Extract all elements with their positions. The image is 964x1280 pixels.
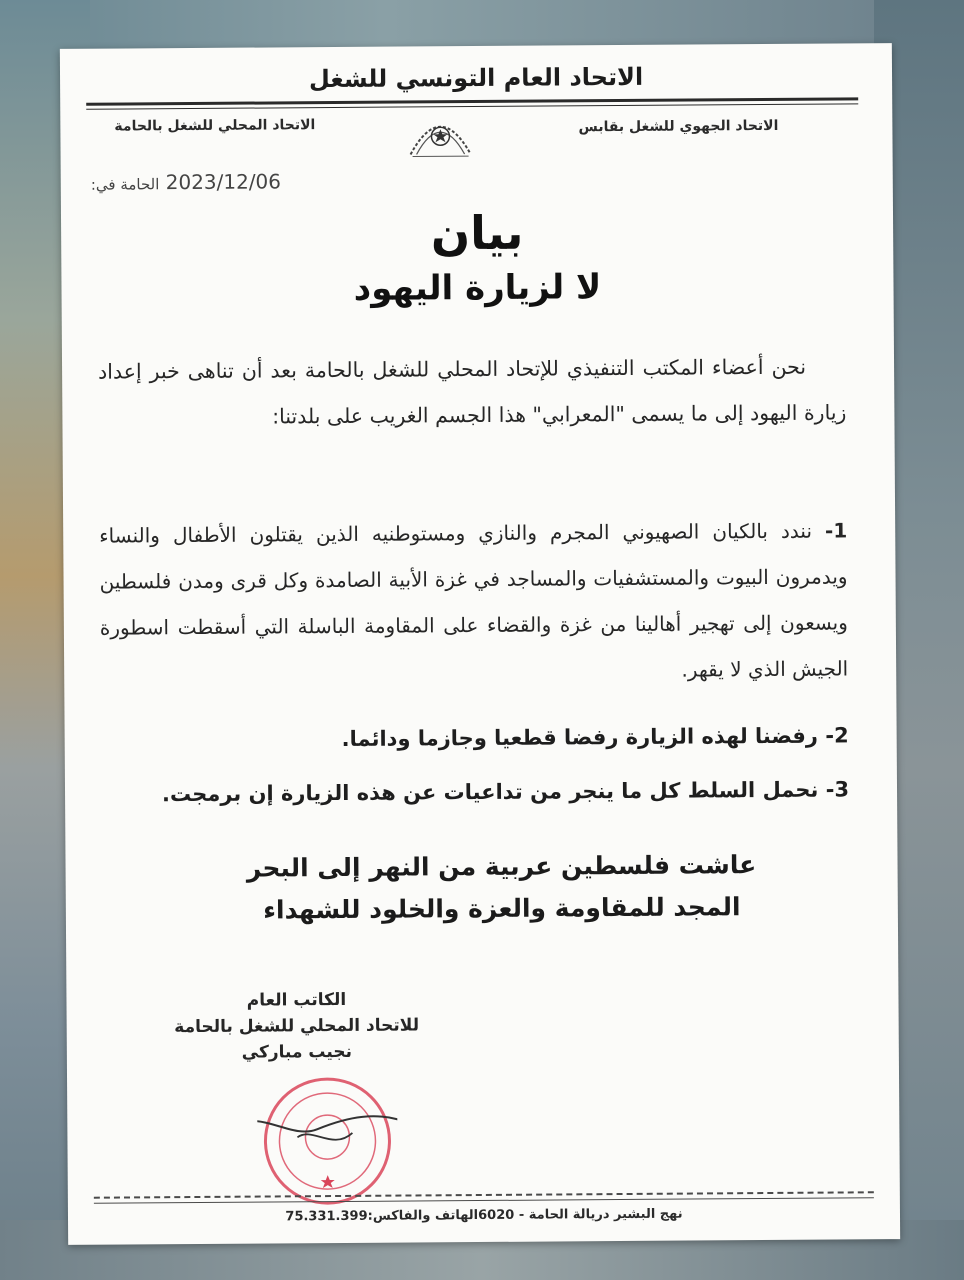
closing-slogans [65,843,898,933]
slogan-line-1: عاشت فلسطين عربية من النهر إلى البحر [246,850,757,883]
document-page [60,43,900,1245]
intro-paragraph: نحن أعضاء المكتب التنفيذي للإتحاد المحلي للشغل بالحامة بعد أن تناهى خبر إعداد زيارة اليهود إلى ما يسمى "المعرابي" هذا الجسم الغريب على بلدتنا: [98,354,847,429]
item-text: رفضنا لهذه الزيارة رفضا قطعيا وجازما ودائما. [341,723,819,751]
item-number: 2- [825,723,849,748]
document-subtitle: لا لزيارة اليهود [353,267,602,309]
union-emblem-icon [400,104,480,165]
signatory-name: نجيب مباركي [241,1041,353,1063]
statement-item-2 [101,715,849,760]
statement-item-1 [99,507,848,696]
document-date [91,169,281,194]
slogan-line-2: المجد للمقاومة والعزة والخلود للشهداء [263,892,741,925]
signature-block [146,986,447,1066]
regional-union-label: الاتحاد الجهوي للشغل بقابس [578,117,779,136]
footer-rule [94,1197,874,1203]
item-number: 1- [824,518,848,543]
local-union-label: الاتحاد المحلي للشغل بالحامة [114,117,316,135]
document-title: بيان [430,205,524,261]
signatory-role: الكاتب العام [246,989,347,1011]
date-label: الحامة في: [90,175,160,194]
item-number: 3- [825,777,850,802]
statement-item-3 [101,769,849,814]
date-value: 2023/12/06 [165,169,282,195]
footer-address: نهج البشير دريالة الحامة - 6020الهاتف والفاكس:75.331.399 [285,1206,683,1225]
item-text: نندد بالكيان الصهيوني المجرم والنازي ومستوطنيه الذين يقتلون الأطفال والنساء ويدمرون البيوت والمستشفيات والمساجد في غزة الأبية الصامدة وكل قرى ومدن فلسطين ويسعون إلى تهجير أهالينا من غزة والقضاء على المقاومة الباسلة التي أسقطت اسطورة الجيش الذي لا يقهر. [99,518,849,682]
signatory-org: للاتحاد المحلي للشغل بالحامة [174,1015,420,1038]
organization-title: الاتحاد العام التونسي للشغل [308,62,644,94]
item-text: نحمل السلط كل ما ينجر من تداعيات عن هذه الزيارة إن برمجت. [161,777,819,807]
official-stamp-icon [257,1071,398,1212]
